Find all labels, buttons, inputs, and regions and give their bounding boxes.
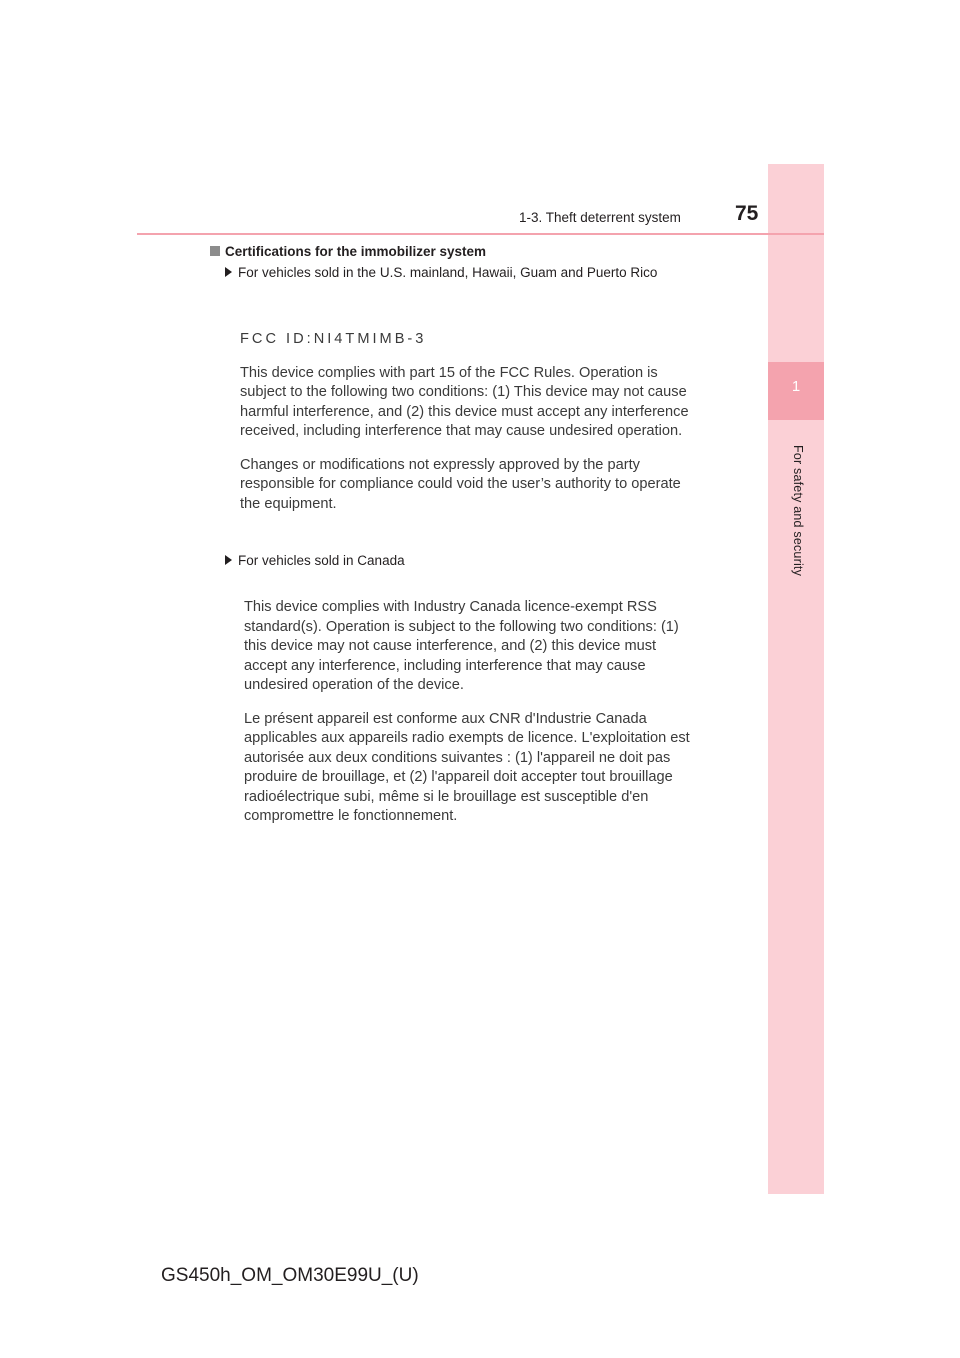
fcc-id: FCC ID:NI4TMIMB-3	[240, 331, 427, 347]
fcc-para1-line: harmful interference, and (2) this device must accept any interference	[240, 403, 689, 420]
us-bullet	[225, 265, 657, 280]
fcc-para2-line: Changes or modifications not expressly approved by the party	[240, 456, 640, 473]
fcc-para1-line: received, including interference that may cause undesired operation.	[240, 423, 683, 439]
fcc-para1-line: subject to the following two conditions: (1) This device may not cause	[240, 384, 687, 400]
fcc-para2-line: responsible for compliance could void the user’s authority to operate	[240, 476, 681, 492]
fcc-para2-line: the equipment.	[240, 495, 337, 512]
chapter-side-tab	[768, 164, 824, 1194]
ic-fr-line: radioélectrique subi, même si le brouillage est susceptible d'en	[244, 788, 649, 805]
header-divider	[137, 233, 824, 235]
canada-bullet-text: For vehicles sold in Canada	[238, 553, 405, 568]
document-code: GS450h_OM_OM30E99U_(U)	[161, 1265, 419, 1286]
ic-fr-line: produire de brouillage, et (2) l'appareil doit accepter tout brouillage	[244, 769, 673, 785]
canada-bullet	[225, 553, 405, 568]
section-title: 1-3. Theft deterrent system	[519, 210, 681, 225]
ic-label-image	[244, 598, 690, 827]
ic-en-line: This device complies with Industry Canada licence-exempt RSS	[244, 599, 657, 615]
ic-en-line: accept any interference, including interference that may cause	[244, 657, 646, 674]
triangle-bullet-icon	[225, 555, 232, 565]
square-bullet-icon	[210, 246, 220, 256]
page-number: 75	[735, 202, 759, 225]
ic-fr-line: Le présent appareil est conforme aux CNR d'Industrie Canada	[244, 710, 647, 727]
ic-fr-line: compromettre le fonctionnement.	[244, 808, 458, 824]
fcc-para1-line: This device complies with part 15 of the FCC Rules. Operation is	[240, 364, 658, 381]
chapter-number: 1	[768, 362, 824, 420]
chapter-label: For safety and security	[791, 445, 805, 577]
ic-fr-line: autorisée aux deux conditions suivantes : (1) l'appareil ne doit pas	[244, 749, 671, 766]
ic-en-line: standard(s). Operation is subject to the following two conditions: (1)	[244, 618, 679, 635]
ic-en-line: this device may not cause interference, and (2) this device must	[244, 638, 657, 654]
section-heading-text: Certifications for the immobilizer system	[225, 244, 487, 259]
triangle-bullet-icon	[225, 267, 232, 277]
ic-fr-line: applicables aux appareils radio exempts de licence. L'exploitation est	[244, 730, 690, 746]
us-bullet-text: For vehicles sold in the U.S. mainland, Hawaii, Guam and Puerto Rico	[238, 265, 658, 280]
ic-en-line: undesired operation of the device.	[244, 677, 464, 693]
section-heading	[210, 244, 486, 259]
fcc-label-image	[240, 330, 689, 514]
